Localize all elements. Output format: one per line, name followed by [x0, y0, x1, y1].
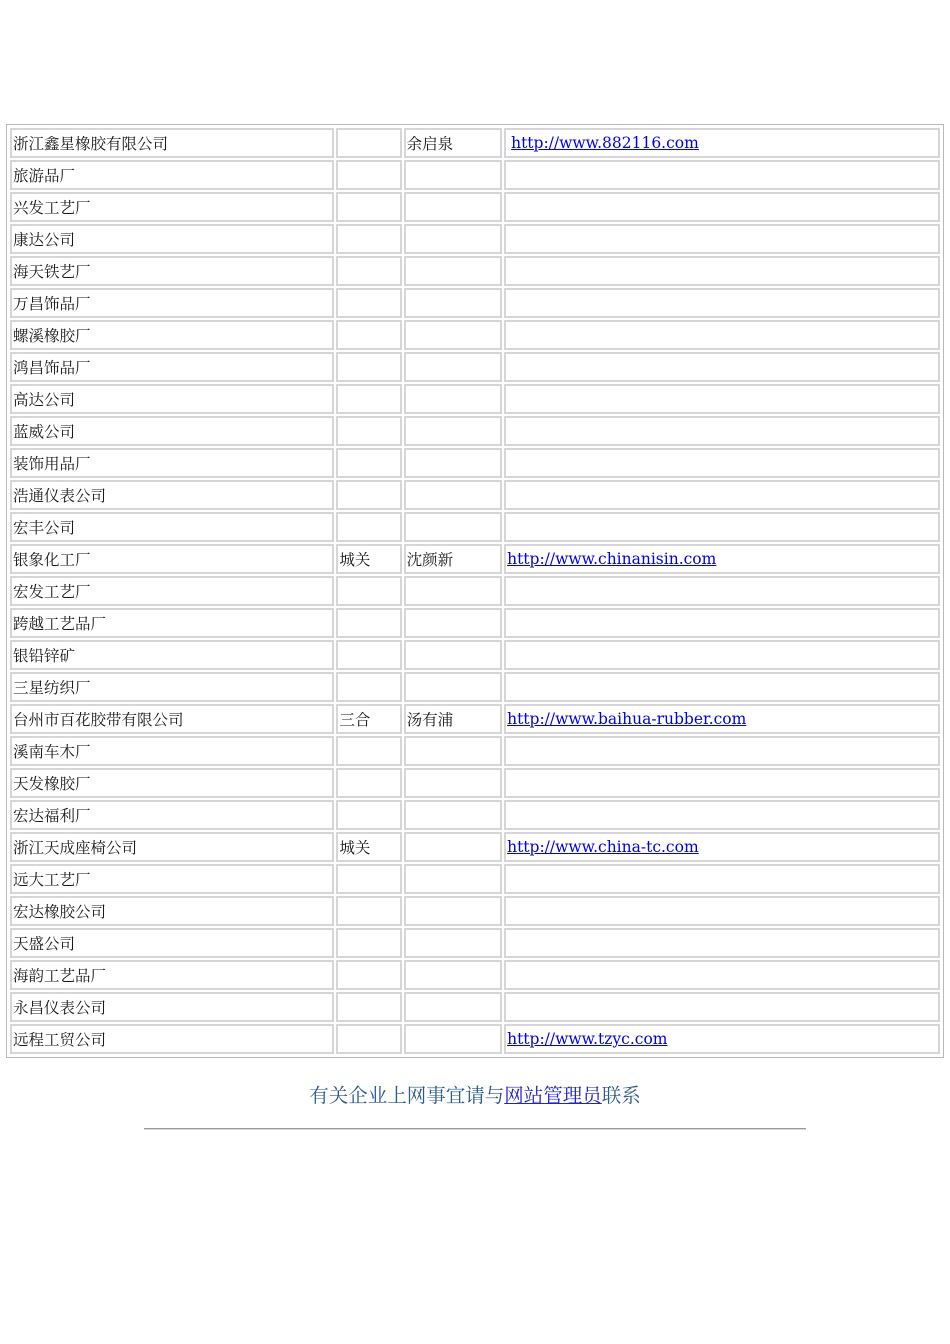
company-name-cell: 兴发工艺厂 [10, 192, 334, 222]
website-cell [504, 480, 940, 510]
website-cell [504, 416, 940, 446]
contact-cell [404, 256, 502, 286]
contact-cell [404, 384, 502, 414]
website-cell [504, 320, 940, 350]
company-name-cell: 海韵工艺品厂 [10, 960, 334, 990]
company-table [8, 126, 942, 1056]
website-cell [504, 896, 940, 926]
website-link[interactable]: http://www.882116.com [511, 134, 699, 152]
company-name-cell: 溪南车木厂 [10, 736, 334, 766]
table-row [10, 864, 940, 894]
area-cell [336, 608, 401, 638]
company-name-cell: 远程工贸公司 [10, 1024, 334, 1054]
contact-cell [404, 768, 502, 798]
website-cell [504, 192, 940, 222]
website-cell [504, 512, 940, 542]
area-cell [336, 992, 401, 1022]
contact-cell [404, 288, 502, 318]
contact-cell: 汤有浦 [404, 704, 502, 734]
website-cell [504, 672, 940, 702]
table-row [10, 256, 940, 286]
contact-cell [404, 864, 502, 894]
company-name-cell: 螺溪橡胶厂 [10, 320, 334, 350]
website-link[interactable]: http://www.baihua-rubber.com [507, 710, 747, 728]
contact-cell [404, 608, 502, 638]
company-table-frame [6, 124, 944, 1058]
website-cell [504, 288, 940, 318]
area-cell [336, 320, 401, 350]
company-name-cell: 天盛公司 [10, 928, 334, 958]
area-cell [336, 512, 401, 542]
contact-cell [404, 160, 502, 190]
company-name-cell: 鸿昌饰品厂 [10, 352, 334, 382]
company-name-cell: 康达公司 [10, 224, 334, 254]
table-row [10, 384, 940, 414]
area-cell [336, 128, 401, 158]
contact-cell [404, 224, 502, 254]
website-cell [504, 992, 940, 1022]
company-name-cell: 银铅锌矿 [10, 640, 334, 670]
contact-cell [404, 192, 502, 222]
contact-cell [404, 320, 502, 350]
contact-cell [404, 992, 502, 1022]
table-row [10, 576, 940, 606]
table-row [10, 224, 940, 254]
contact-cell [404, 960, 502, 990]
company-name-cell: 海天铁艺厂 [10, 256, 334, 286]
contact-cell [404, 448, 502, 478]
table-row [10, 608, 940, 638]
table-row [10, 896, 940, 926]
website-cell [504, 960, 940, 990]
area-cell [336, 288, 401, 318]
contact-cell [404, 896, 502, 926]
contact-cell [404, 576, 502, 606]
area-cell [336, 480, 401, 510]
website-cell [504, 704, 940, 734]
contact-cell [404, 352, 502, 382]
contact-cell [404, 832, 502, 862]
area-cell: 城关 [336, 544, 401, 574]
contact-cell [404, 800, 502, 830]
area-cell [336, 256, 401, 286]
website-cell [504, 640, 940, 670]
website-cell [504, 384, 940, 414]
footer-note [0, 1080, 950, 1108]
website-cell [504, 256, 940, 286]
area-cell [336, 640, 401, 670]
company-name-cell: 宏达福利厂 [10, 800, 334, 830]
contact-cell [404, 512, 502, 542]
website-cell [504, 544, 940, 574]
company-name-cell: 浩通仪表公司 [10, 480, 334, 510]
website-cell [504, 768, 940, 798]
table-row [10, 832, 940, 862]
company-name-cell: 高达公司 [10, 384, 334, 414]
area-cell [336, 736, 401, 766]
table-row [10, 672, 940, 702]
table-row [10, 192, 940, 222]
website-cell [504, 736, 940, 766]
table-row [10, 160, 940, 190]
contact-cell [404, 672, 502, 702]
company-name-cell: 宏发工艺厂 [10, 576, 334, 606]
website-link[interactable]: http://www.chinanisin.com [507, 550, 717, 568]
website-cell [504, 928, 940, 958]
area-cell [336, 768, 401, 798]
website-cell [504, 128, 940, 158]
table-row [10, 480, 940, 510]
website-cell [504, 576, 940, 606]
table-row [10, 640, 940, 670]
area-cell [336, 224, 401, 254]
company-name-cell: 浙江鑫星橡胶有限公司 [10, 128, 334, 158]
company-name-cell: 浙江天成座椅公司 [10, 832, 334, 862]
table-row [10, 800, 940, 830]
table-row [10, 736, 940, 766]
area-cell [336, 384, 401, 414]
table-row [10, 1024, 940, 1054]
website-link[interactable]: http://www.china-tc.com [507, 838, 699, 856]
area-cell [336, 896, 401, 926]
website-cell [504, 832, 940, 862]
contact-cell: 沈颜新 [404, 544, 502, 574]
website-cell [504, 160, 940, 190]
table-row [10, 512, 940, 542]
area-cell: 城关 [336, 832, 401, 862]
company-name-cell: 远大工艺厂 [10, 864, 334, 894]
company-name-cell: 天发橡胶厂 [10, 768, 334, 798]
contact-cell [404, 640, 502, 670]
website-cell [504, 800, 940, 830]
website-cell [504, 352, 940, 382]
table-row [10, 288, 940, 318]
area-cell [336, 928, 401, 958]
area-cell: 三合 [336, 704, 401, 734]
table-row [10, 416, 940, 446]
footer-divider [144, 1128, 806, 1130]
website-cell [504, 224, 940, 254]
table-row [10, 352, 940, 382]
area-cell [336, 1024, 401, 1054]
contact-cell [404, 480, 502, 510]
contact-cell [404, 736, 502, 766]
area-cell [336, 192, 401, 222]
contact-cell [404, 928, 502, 958]
footer-suffix: 联系 [601, 1084, 641, 1107]
table-row [10, 704, 940, 734]
table-row [10, 448, 940, 478]
area-cell [336, 576, 401, 606]
table-row [10, 960, 940, 990]
area-cell [336, 864, 401, 894]
company-name-cell: 旅游品厂 [10, 160, 334, 190]
area-cell [336, 960, 401, 990]
table-row [10, 928, 940, 958]
webmaster-link[interactable]: 网站管理员 [504, 1084, 602, 1107]
company-name-cell: 银象化工厂 [10, 544, 334, 574]
company-name-cell: 宏达橡胶公司 [10, 896, 334, 926]
footer-prefix: 有关企业上网事宜请与 [309, 1084, 505, 1107]
table-row [10, 544, 940, 574]
contact-cell [404, 1024, 502, 1054]
table-row [10, 992, 940, 1022]
company-name-cell: 永昌仪表公司 [10, 992, 334, 1022]
area-cell [336, 160, 401, 190]
website-link[interactable]: http://www.tzyc.com [507, 1030, 668, 1048]
company-name-cell: 宏丰公司 [10, 512, 334, 542]
table-row [10, 320, 940, 350]
company-name-cell: 跨越工艺品厂 [10, 608, 334, 638]
table-row [10, 128, 940, 158]
area-cell [336, 416, 401, 446]
contact-cell: 余启泉 [404, 128, 502, 158]
company-name-cell: 三星纺织厂 [10, 672, 334, 702]
website-cell [504, 864, 940, 894]
website-cell [504, 448, 940, 478]
website-cell [504, 608, 940, 638]
area-cell [336, 352, 401, 382]
area-cell [336, 672, 401, 702]
area-cell [336, 800, 401, 830]
company-name-cell: 万昌饰品厂 [10, 288, 334, 318]
company-name-cell: 装饰用品厂 [10, 448, 334, 478]
company-name-cell: 蓝威公司 [10, 416, 334, 446]
company-name-cell: 台州市百花胶带有限公司 [10, 704, 334, 734]
table-row [10, 768, 940, 798]
contact-cell [404, 416, 502, 446]
website-cell [504, 1024, 940, 1054]
area-cell [336, 448, 401, 478]
